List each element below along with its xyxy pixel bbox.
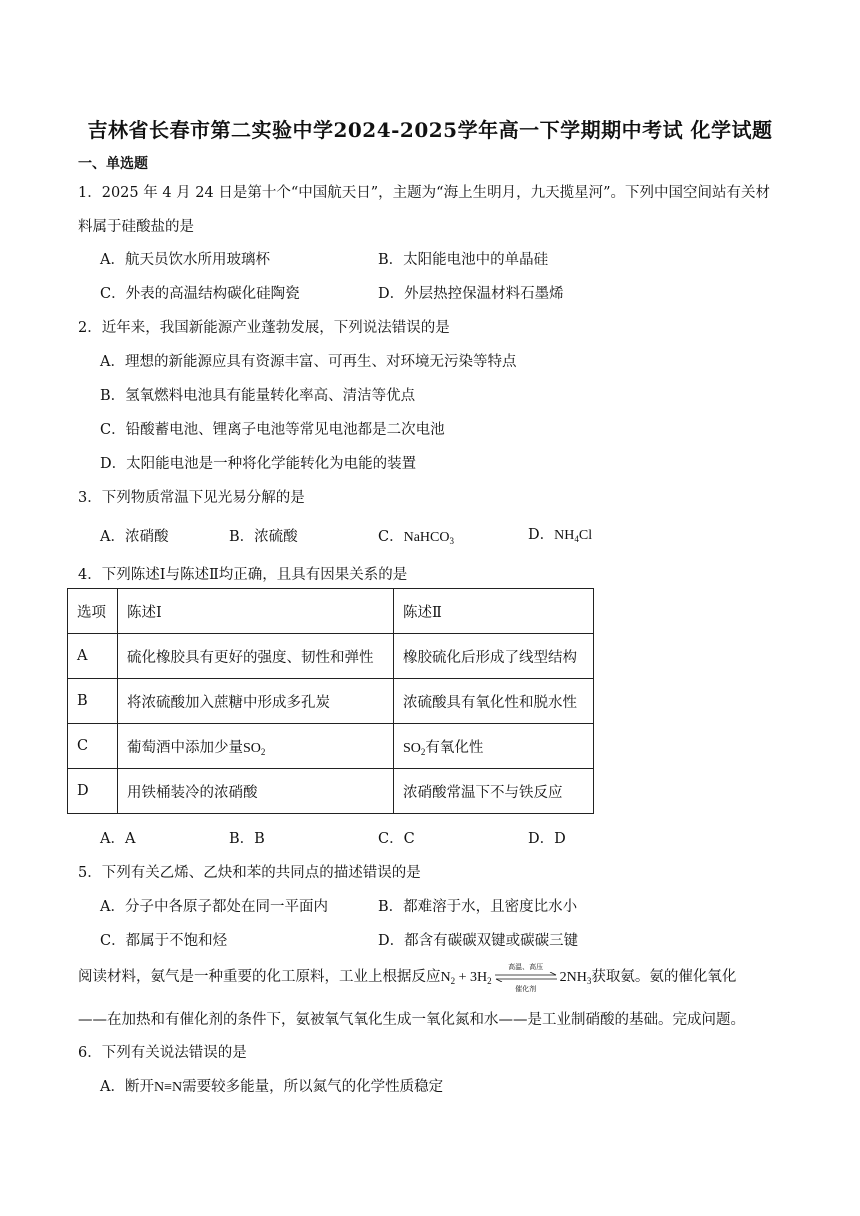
q3-option-c — [378, 525, 454, 546]
table-cell-statement1: 将浓硫酸加入蔗糖中形成多孔炭 — [118, 679, 394, 724]
q6-option-a: A．断开N≡N需要较多能量，所以氮气的化学性质稳定 — [100, 1079, 444, 1095]
q3-stem: 3．下列物质常温下见光易分解的是 — [78, 490, 305, 506]
table-cell-option: A — [68, 634, 118, 679]
table-row — [68, 724, 594, 769]
q2-stem: 2．近年来，我国新能源产业蓬勃发展，下列说法错误的是 — [78, 320, 450, 336]
q1-option-d: D．外层热控保温材料石墨烯 — [378, 286, 564, 302]
q3-option-d-label: D． — [528, 527, 555, 543]
q3-option-c-label: C． — [378, 529, 404, 545]
q4-option-a: A．A — [100, 831, 136, 847]
table-row — [68, 634, 594, 679]
section-heading: 一、单选题 — [78, 156, 148, 172]
table-cell-statement1: 用铁桶装冷的浓硝酸 — [118, 769, 394, 814]
q2-option-a: A．理想的新能源应具有资源丰富、可再生、对环境无污染等特点 — [100, 354, 517, 370]
table-row — [68, 679, 594, 724]
table-cell-option: C — [68, 724, 118, 769]
table-header-cell: 陈述Ⅱ — [394, 589, 594, 634]
q4-option-b: B．B — [229, 831, 265, 847]
q3-option-c-formula: NaHCO$_3$ — [403, 530, 454, 546]
q5-option-b: B．都难溶于水，且密度比水小 — [378, 899, 578, 915]
table-cell-statement2: 浓硫酸具有氧化性和脱水性 — [394, 679, 594, 724]
q5-option-d: D．都含有碳碳双键或碳碳三键 — [378, 933, 579, 949]
q1-option-c: C．外表的高温结构碳化硅陶瓷 — [100, 286, 300, 302]
q4-option-d: D．D — [528, 831, 566, 847]
q3-option-d-formula: $NH_4Cl$ — [554, 528, 593, 544]
table-cell-option: D — [68, 769, 118, 814]
table-header-cell: 陈述Ⅰ — [118, 589, 394, 634]
table-cell-statement2: 浓硝酸常温下不与铁反应 — [394, 769, 594, 814]
q2-option-b: B．氢氧燃料电池具有能量转化率高、清洁等优点 — [100, 388, 416, 404]
table-cell-option: B — [68, 679, 118, 724]
q2-option-d: D．太阳能电池是一种将化学能转化为电能的装置 — [100, 456, 417, 472]
page-title: 吉林省长春市第二实验中学2024-2025学年高一下学期期中考试 化学试题 — [87, 118, 773, 142]
q3-option-a: A．浓硝酸 — [100, 529, 169, 545]
q3-option-b: B．浓硫酸 — [229, 529, 298, 545]
table-cell-statement2: $SO_2$有氧化性 — [394, 724, 594, 769]
reaction-equation: $N_2 + 3H_2$ 高温、高压 催化剂 $2NH_3$ — [440, 962, 592, 993]
q4-table — [67, 588, 594, 814]
q1-option-a: A．航天员饮水所用玻璃杯 — [100, 252, 270, 268]
q4-option-c: C．C — [378, 831, 415, 847]
q1-stem-line1: 1．2025 年 4 月 24 日是第十个“中国航天日”，主题为“海上生明月，九天揽星河”。下列中国空间站有关材 — [78, 185, 770, 201]
q5-stem: 5．下列有关乙烯、乙炔和苯的共同点的描述错误的是 — [78, 865, 421, 881]
reading-line1: 阅读材料，氨气是一种重要的化工原料，工业上根据反应$N_2 + 3H_2$ 高温、高压 催化剂 $2NH_3$获取氨。氨的催化氧化 — [78, 962, 737, 993]
q5-option-a: A．分子中各原子都处在同一平面内 — [100, 899, 328, 915]
q3-option-d — [528, 523, 592, 544]
q6-stem: 6．下列有关说法错误的是 — [78, 1045, 247, 1061]
table-cell-statement2: 橡胶硫化后形成了线型结构 — [394, 634, 594, 679]
q2-option-c: C．铅酸蓄电池、锂离子电池等常见电池都是二次电池 — [100, 422, 445, 438]
reading-line2: ——在加热和有催化剂的条件下，氨被氧气氧化生成一氧化氮和水——是工业制硝酸的基础。完成问题。 — [78, 1012, 745, 1028]
reversible-arrow: 高温、高压 催化剂 — [494, 968, 558, 988]
q1-option-b: B．太阳能电池中的单晶硅 — [378, 252, 549, 268]
table-cell-statement1: 葡萄酒中添加少量$SO_2$ — [118, 724, 394, 769]
table-header-row — [68, 589, 594, 634]
table-header-cell: 选项 — [68, 589, 118, 634]
q5-option-c: C．都属于不饱和烃 — [100, 933, 228, 949]
q4-stem: 4．下列陈述Ⅰ与陈述Ⅱ均正确，且具有因果关系的是 — [78, 567, 408, 583]
table-row — [68, 769, 594, 814]
table-cell-statement1: 硫化橡胶具有更好的强度、韧性和弹性 — [118, 634, 394, 679]
q1-stem-line2: 料属于硅酸盐的是 — [78, 219, 194, 235]
